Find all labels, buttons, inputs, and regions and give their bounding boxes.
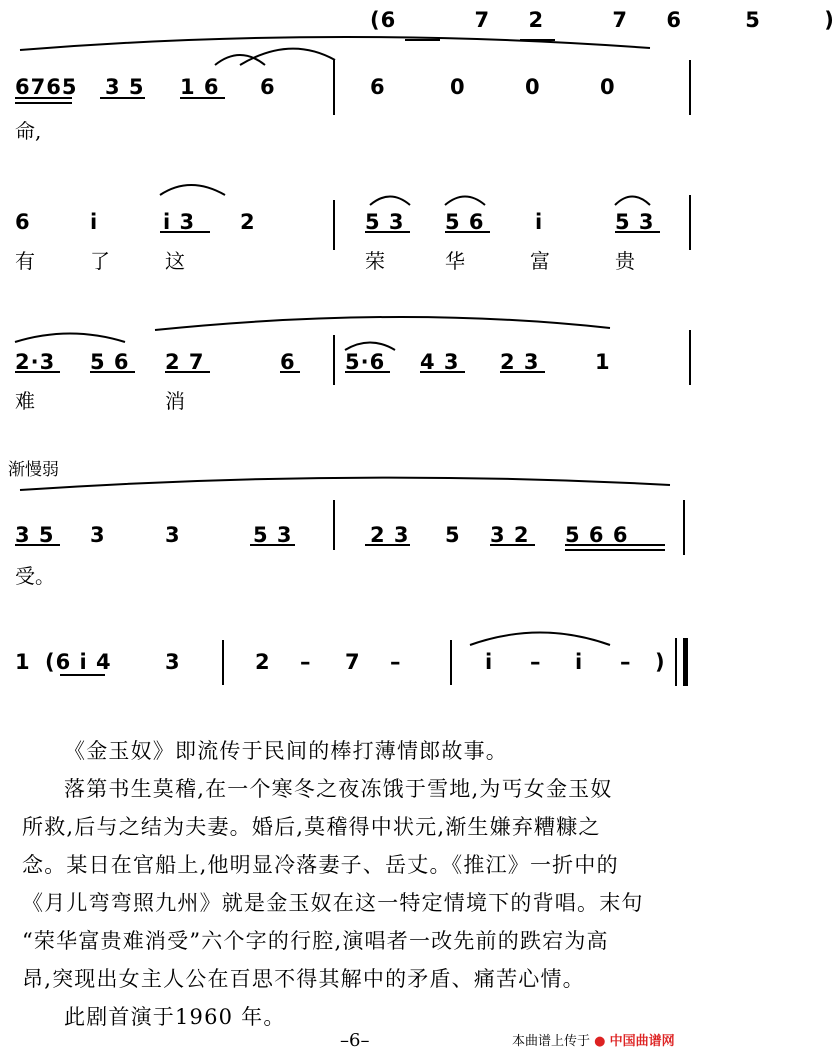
barline (333, 60, 335, 115)
line2-lyric-4: 荣 (365, 249, 385, 273)
page-number: –6– (340, 1030, 370, 1051)
barline (222, 640, 224, 685)
barline (333, 200, 335, 250)
line3-notes: 2·3 5 6 2 7 6 5·6 4 3 2 3 1 (15, 350, 611, 374)
line2-lyric-2: 了 (90, 249, 110, 273)
barline (689, 195, 691, 250)
upload-footer (512, 1030, 675, 1049)
paragraph-2-line-4: 《月儿弯弯照九州》就是金玉奴在这一特定情境下的背唱。末句 (22, 891, 644, 915)
line5-notes: 1 (6 i 4 3 2 – 7 – i – i – ) (15, 650, 666, 674)
barline (333, 335, 335, 385)
final-barline-thick (683, 638, 688, 686)
barline (450, 640, 452, 685)
paragraph-2-line-5: “荣华富贵难消受”六个字的行腔,演唱者一改先前的跌宕为高 (22, 929, 609, 953)
paragraph-2-line-6: 昂,突现出女主人公在百思不得其解中的矛盾、痛苦心情。 (22, 967, 585, 991)
paragraph-1: 《金玉奴》即流传于民间的棒打薄情郎故事。 (64, 739, 508, 763)
line3-lyric-2: 消 (165, 389, 185, 413)
barline (689, 330, 691, 385)
line2-lyric-3: 这 (165, 249, 185, 273)
paragraph-2-line-2: 所救,后与之结为夫妻。婚后,莫稽得中状元,渐生嫌弃糟糠之 (22, 815, 601, 839)
line1-notes: 6765 3 5 1 6 6 6 0 0 0 (15, 75, 616, 99)
line2-lyric-7: 贵 (615, 249, 635, 273)
barline (689, 60, 691, 115)
line3-lyric-1: 难 (15, 389, 35, 413)
line1-intro-notes: (6 7 2 7 6 5 ) (370, 8, 835, 32)
tempo-direction: 渐慢弱 (8, 460, 59, 480)
footer-site: 中国曲谱网 (609, 1034, 675, 1049)
line4-lyric: 受。 (15, 564, 55, 588)
line4-notes: 3 5 3 3 5 3 2 3 5 3 2 5 6 6 (15, 523, 629, 547)
final-barline-thin (675, 638, 677, 686)
line2-lyric-6: 富 (530, 249, 550, 273)
barline (333, 500, 335, 550)
paragraph-2-line-1: 落第书生莫稽,在一个寒冬之夜冻饿于雪地,为丐女金玉奴 (64, 777, 613, 801)
paragraph-2-line-3: 念。某日在官船上,他明显冷落妻子、岳丈。《推江》一折中的 (22, 853, 619, 877)
line2-notes: 6 i i 3 2 5 3 5 6 i 5 3 (15, 210, 655, 234)
paragraph-3: 此剧首演于1960 年。 (64, 1005, 286, 1029)
line1-lyric: 命, (15, 119, 42, 143)
line2-lyric-1: 有 (15, 249, 35, 273)
site-logo-icon: ● (594, 1034, 606, 1049)
footer-prefix: 本曲谱上传于 (512, 1034, 591, 1049)
barline (683, 500, 685, 555)
commentary (22, 732, 690, 1036)
line2-lyric-5: 华 (445, 249, 465, 273)
